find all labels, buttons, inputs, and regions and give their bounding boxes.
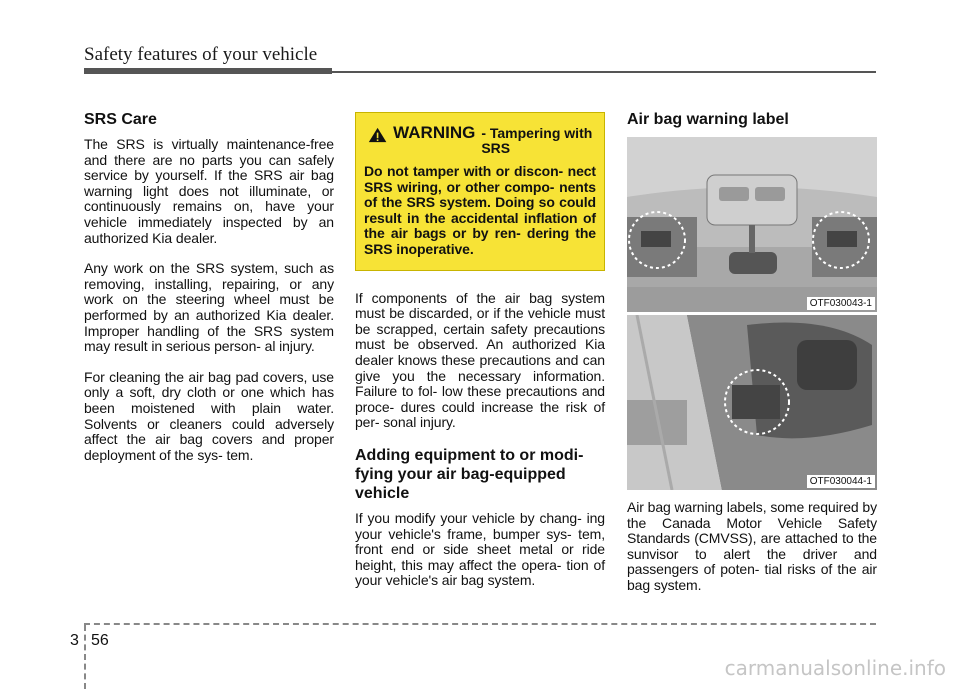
warning-triangle-icon <box>368 125 387 145</box>
warning-box <box>355 112 605 271</box>
sunvisor-photo <box>627 137 877 312</box>
srs-care-paragraph-2: Any work on the SRS system, such as removing, installing, repairing, or any work on the steering wheel must be performed by an authorized Kia dealer. Improper handling of the SRS system may result in serious person- al injury. <box>84 260 334 355</box>
srs-care-heading: SRS Care <box>84 111 157 128</box>
column-left <box>84 110 334 478</box>
column-middle <box>355 112 605 604</box>
modify-paragraph: If you modify your vehicle by chang- ing your vehicle's frame, bumper sys- tem, front end or side sheet metal or ride height, this may affect the opera- tion of your vehicle's air bag system. <box>355 509 605 589</box>
footer-divider <box>84 625 86 689</box>
warning-label-paragraph: Air bag warning labels, some required by the Canada Motor Vehicle Safety Standards (CMVSS), are attached to the sunvisor to alert the driver and passengers of poten- tial risks of the air bag system. <box>627 499 877 593</box>
header-rule <box>332 71 876 73</box>
sunvisor-illustration <box>627 137 877 312</box>
warning-header <box>364 123 596 156</box>
header-bar <box>84 68 332 74</box>
dashboard-photo <box>627 315 877 490</box>
dashboard-illustration <box>627 315 877 490</box>
srs-care-paragraph-1: The SRS is virtually maintenance-free and there are no parts you can safely service by yourself. If the SRS air bag warning light does not illuminate, or continuously remains on, have your vehicle immediately inspected by an authorized Kia dealer. <box>84 136 334 246</box>
adding-equipment-heading: Adding equipment to or modi- fying your air bag-equipped vehicle <box>355 446 584 502</box>
warning-word: WARNING <box>393 123 476 142</box>
footer-rule <box>84 623 876 625</box>
srs-care-paragraph-3: For cleaning the air bag pad covers, use only a soft, dry cloth or one which has been moistened with plain water. Solvents or cleaners could adversely affect the air bag covers and proper deployment of the sys- tem. <box>84 368 334 463</box>
column-right <box>627 110 877 609</box>
photo2-code: OTF030044-1 <box>807 475 875 488</box>
warning-label-heading: Air bag warning label <box>627 111 789 128</box>
watermark-text: carmanualsonline.info <box>724 656 946 680</box>
photo1-code: OTF030043-1 <box>807 297 875 310</box>
page-header-title: Safety features of your vehicle <box>84 44 318 65</box>
discard-paragraph: If components of the air bag system must be discarded, or if the vehicle must be scrapped, certain safety precautions must be observed. An authorized Kia dealer knows these precautions and can give you the necessary information. Failure to fol- low these precautions and proce- dures could increase the risk of per- sonal injury. <box>355 289 605 431</box>
page-number: 56 <box>91 632 109 649</box>
warning-body: Do not tamper with or discon- nect SRS wiring, or other compo- nents of the SRS system. Doing so could result in the accidental inflation of the air bags or by ren- dering the SRS inoperative. <box>364 163 596 257</box>
chapter-number: 3 <box>70 632 79 649</box>
warning-subtitle: - Tampering with SRS <box>481 125 593 156</box>
